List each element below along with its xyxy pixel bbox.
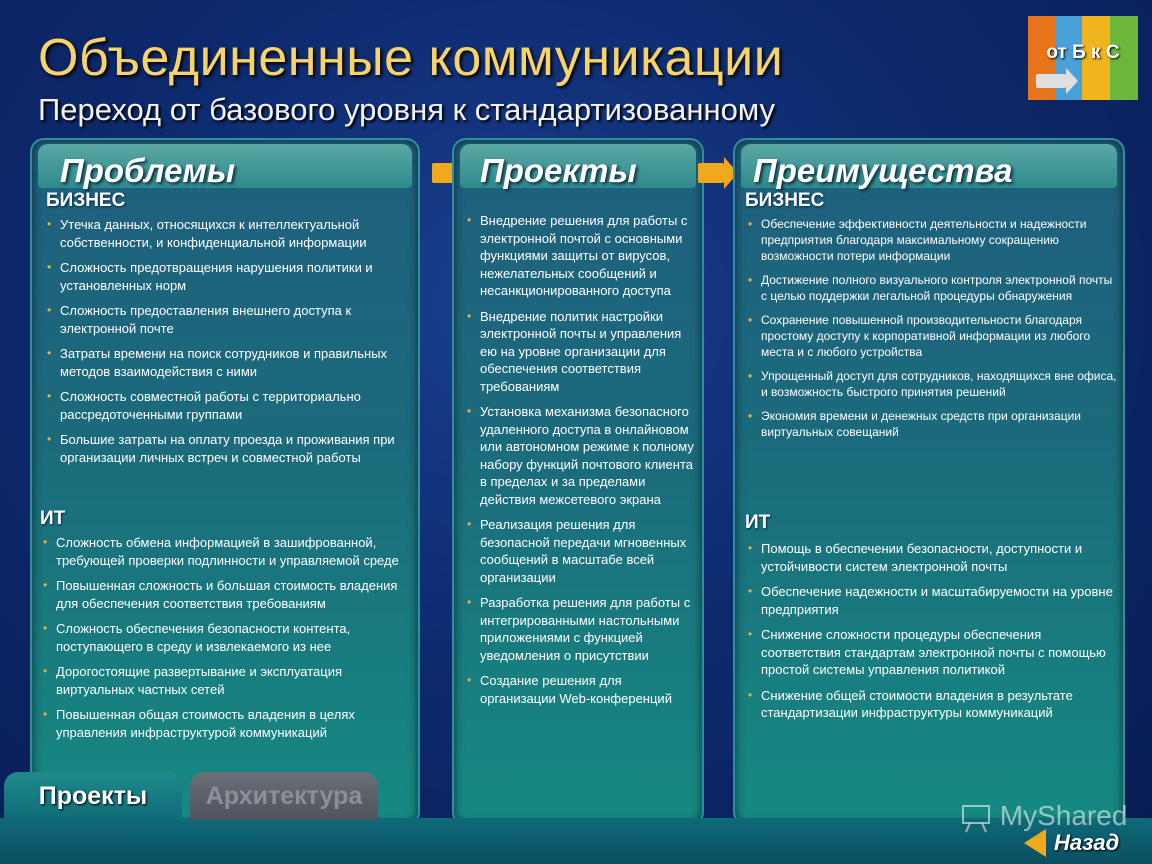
- list-item: • Обеспечение надежности и масштабируемости на уровне предприятия: [745, 583, 1119, 618]
- benefits-title: Преимущества: [753, 152, 1013, 189]
- projects-header: [460, 144, 696, 188]
- presentation-icon: [960, 802, 992, 834]
- arrow-left-icon: [1024, 829, 1046, 857]
- projects-panel: [452, 138, 704, 826]
- projects-title: Проекты: [480, 152, 637, 189]
- list-item: • Затраты времени на поиск сотрудников и правильных методов взаимодействия с ними: [44, 345, 416, 380]
- logo-text: от Б к С: [1046, 42, 1120, 63]
- logo-badge: [1028, 16, 1138, 100]
- back-button[interactable]: [1024, 826, 1119, 860]
- list-item: • Сложность предотвращения нарушения политики и установленных норм: [44, 259, 416, 294]
- list-item: • Экономия времени и денежных средств при организации виртуальных совещаний: [745, 408, 1119, 440]
- list-item: • Обеспечение эффективности деятельности и надежности предприятия благодаря максимальному сокращению возможности потери информации: [745, 216, 1119, 264]
- list-item: • Помощь в обеспечении безопасности, доступности и устойчивости систем электронной почты: [745, 540, 1119, 575]
- list-item: • Реализация решения для безопасной передачи мгновенных сообщений в масштабе всей организации: [464, 516, 700, 586]
- benefits-it-list: [745, 540, 1119, 730]
- list-item: • Утечка данных, относящихся к интеллектуальной собственности, и конфиденциальной информации: [44, 216, 416, 251]
- benefits-business-label: БИЗНЕС: [745, 190, 825, 211]
- benefits-it-label: ИТ: [745, 512, 771, 533]
- benefits-panel: [733, 138, 1125, 826]
- arrow-right-icon: [1036, 74, 1066, 88]
- list-item: • Установка механизма безопасного удаленного доступа в онлайновом или автономном режиме к полному набору функций почтового клиента в пределах и за пределами действия межсетевого экрана: [464, 403, 700, 508]
- problems-title: Проблемы: [60, 152, 236, 189]
- list-item: • Дорогостоящие развертывание и эксплуатация виртуальных частных сетей: [40, 663, 414, 698]
- problems-it-list: [40, 534, 414, 749]
- list-item: • Сложность обеспечения безопасности контента, поступающего в среду и извлекаемого из нее: [40, 620, 414, 655]
- list-item: • Повышенная общая стоимость владения в целях управления инфраструктурой коммуникаций: [40, 706, 414, 741]
- list-item: • Разработка решения для работы с интегрированными настольными приложениями с функцией уведомления о присутствии: [464, 594, 700, 664]
- problems-header: [38, 144, 412, 188]
- benefits-header: [741, 144, 1117, 188]
- list-item: • Сложность совместной работы с территориально рассредоточенными группами: [44, 388, 416, 423]
- list-item: • Большие затраты на оплату проезда и проживания при организации личных встреч и совместной работы: [44, 431, 416, 466]
- list-item: • Создание решения для организации Web-конференций: [464, 672, 700, 707]
- tab-architecture[interactable]: Архитектура: [190, 772, 378, 820]
- list-item: • Внедрение политик настройки электронной почты и управления ею на уровне организации для обеспечения соответствия требованиям: [464, 308, 700, 396]
- list-item: • Достижение полного визуального контроля электронной почты с целью поддержки легальной процедуры обнаружения: [745, 272, 1119, 304]
- problems-business-label: БИЗНЕС: [46, 190, 126, 211]
- list-item: • Внедрение решения для работы с электронной почтой с основными функциями защиты от вирусов, нежелательных сообщений и несанкционированного доступа: [464, 212, 700, 300]
- list-item: • Сохранение повышенной производительности благодаря простому доступу к корпоративной информации из любого места и с любого устройства: [745, 312, 1119, 360]
- list-item: • Снижение общей стоимости владения в результате стандартизации инфраструктуры коммуникаций: [745, 687, 1119, 722]
- list-item: • Упрощенный доступ для сотрудников, находящихся вне офиса, и возможность быстрого принятия решений: [745, 368, 1119, 400]
- page-subtitle: Переход от базового уровня к стандартизованному: [38, 92, 776, 127]
- page-title: Объединенные коммуникации: [38, 29, 784, 87]
- list-item: • Сложность обмена информацией в зашифрованной, требующей проверки подлинности и управляемой среде: [40, 534, 414, 569]
- back-button-label: Назад: [1054, 830, 1120, 855]
- benefits-business-list: [745, 216, 1119, 448]
- arrow-right-icon: [698, 163, 724, 183]
- list-item: • Сложность предоставления внешнего доступа к электронной почте: [44, 302, 416, 337]
- list-item: • Повышенная сложность и большая стоимость владения для обеспечения соответствия требованиям: [40, 577, 414, 612]
- problems-panel: [30, 138, 420, 826]
- projects-list: [464, 212, 700, 715]
- tab-projects[interactable]: Проекты: [4, 772, 182, 820]
- watermark-text: MyShared: [999, 800, 1128, 831]
- problems-business-list: [44, 216, 416, 474]
- problems-it-label: ИТ: [40, 508, 66, 529]
- list-item: • Снижение сложности процедуры обеспечения соответствия стандартам электронной почты с помощью простой системы управления политикой: [745, 626, 1119, 679]
